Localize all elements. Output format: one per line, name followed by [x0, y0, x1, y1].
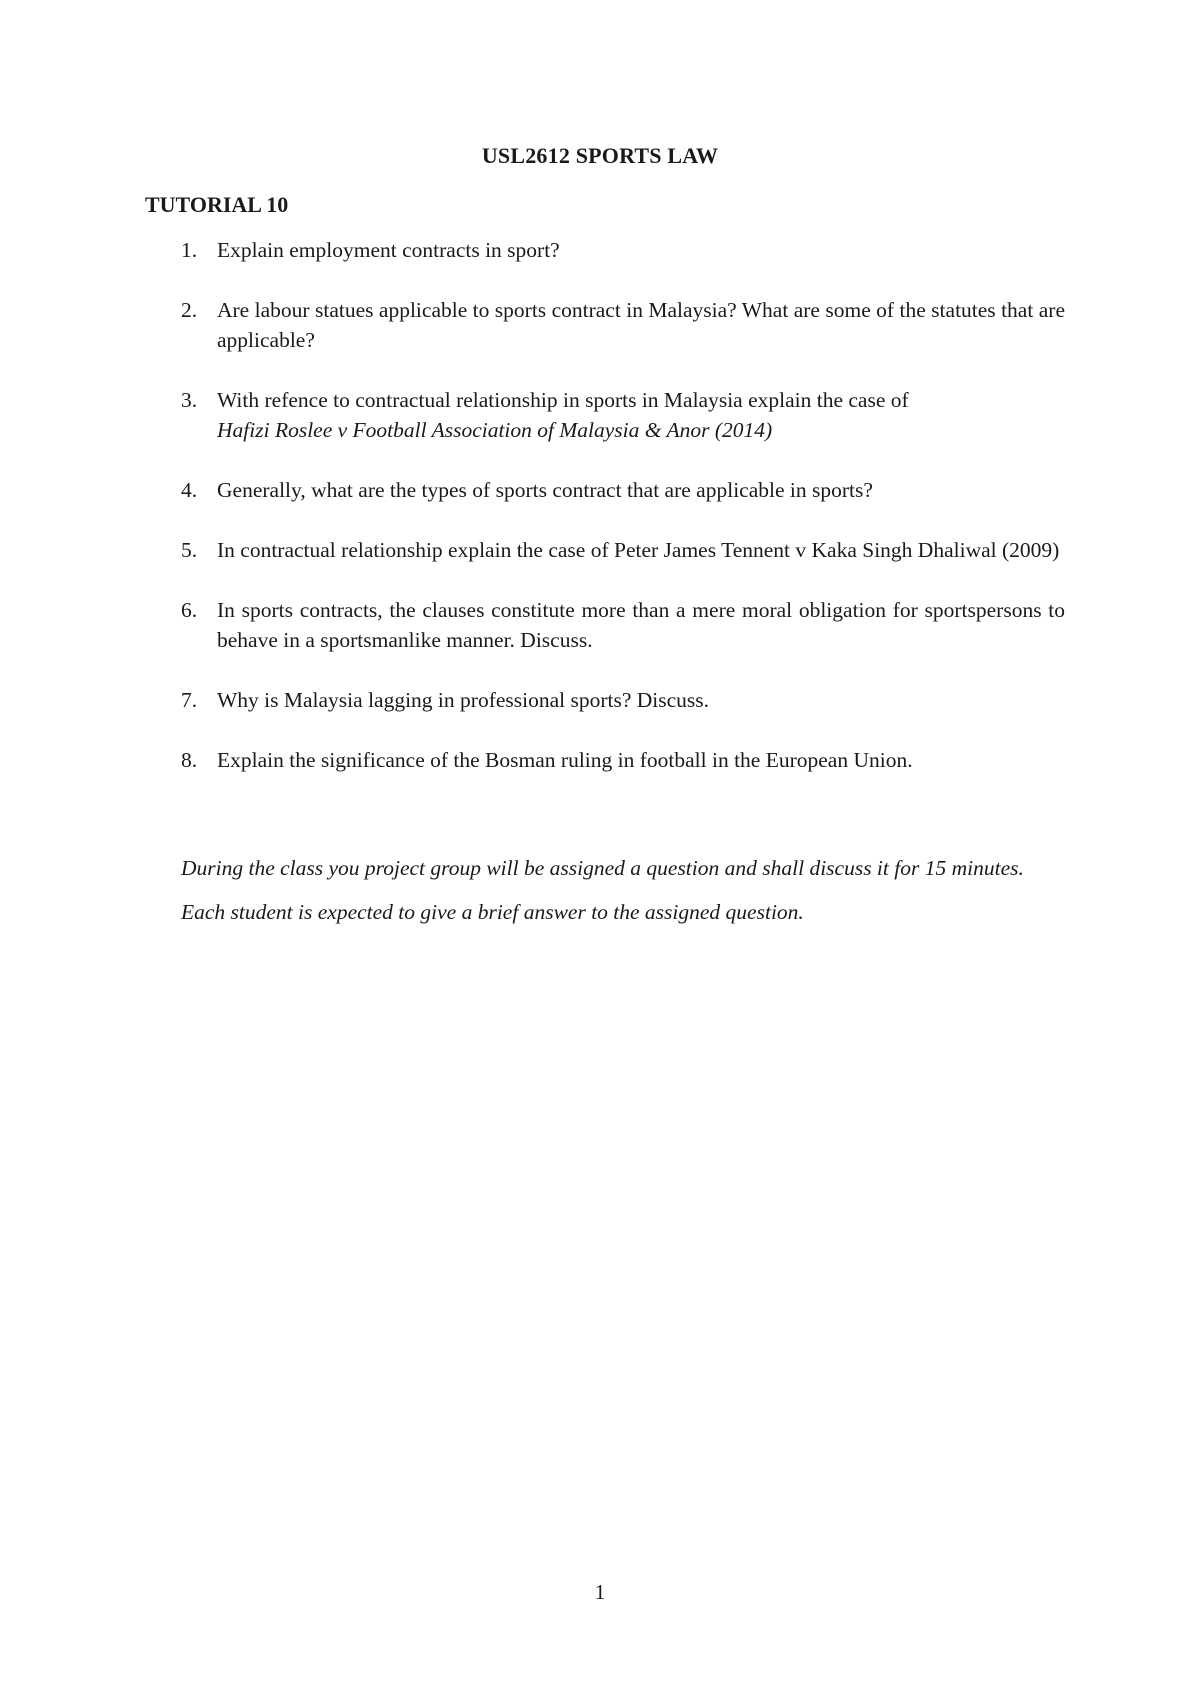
question-number: 5.: [181, 538, 198, 562]
question-item: [145, 535, 1065, 565]
question-number: 7.: [181, 688, 198, 712]
question-text: Why is Malaysia lagging in professional sports? Discuss.: [217, 688, 710, 712]
question-item: [145, 295, 1065, 355]
question-number: 4.: [181, 478, 198, 502]
question-item: [145, 595, 1065, 655]
question-number: 3.: [181, 388, 198, 412]
question-text: Generally, what are the types of sports contract that are applicable in sports?: [217, 478, 873, 502]
instruction-note: During the class you project group will be assigned a question and shall discuss it for 15 minutes.: [181, 856, 1024, 880]
question-text: In contractual relationship explain the case of Peter James Tennent v Kaka Singh Dhaliwal (2009): [217, 538, 1060, 562]
question-list: [145, 235, 1065, 805]
question-item: [145, 745, 1065, 775]
instruction-note: Each student is expected to give a brief answer to the assigned question.: [181, 900, 804, 924]
question-text: Explain employment contracts in sport?: [217, 238, 560, 262]
question-text: With refence to contractual relationship in sports in Malaysia explain the case of: [217, 388, 909, 412]
question-item: [145, 385, 1065, 445]
question-text: In sports contracts, the clauses constitute more than a mere moral obligation for sportspersons to behave in a sportsmanlike manner. Discuss.: [217, 598, 1065, 652]
question-item: [145, 685, 1065, 715]
tutorial-heading: TUTORIAL 10: [145, 192, 289, 217]
question-text-wrapper: [217, 385, 1065, 445]
question-item: [145, 475, 1065, 505]
instructions: [181, 853, 1065, 941]
question-number: 2.: [181, 298, 198, 322]
question-item: [145, 235, 1065, 265]
page-number: 1: [594, 1580, 606, 1604]
question-text: Are labour statues applicable to sports contract in Malaysia? What are some of the statutes that are applicable?: [217, 298, 1065, 352]
question-number: 1.: [181, 238, 198, 262]
course-title: USL2612 SPORTS LAW: [481, 143, 719, 168]
case-citation: Hafizi Roslee v Football Association of Malaysia & Anor (2014): [217, 418, 773, 442]
question-number: 8.: [181, 748, 198, 772]
question-text: Explain the significance of the Bosman ruling in football in the European Union.: [217, 748, 913, 772]
question-number: 6.: [181, 598, 198, 622]
